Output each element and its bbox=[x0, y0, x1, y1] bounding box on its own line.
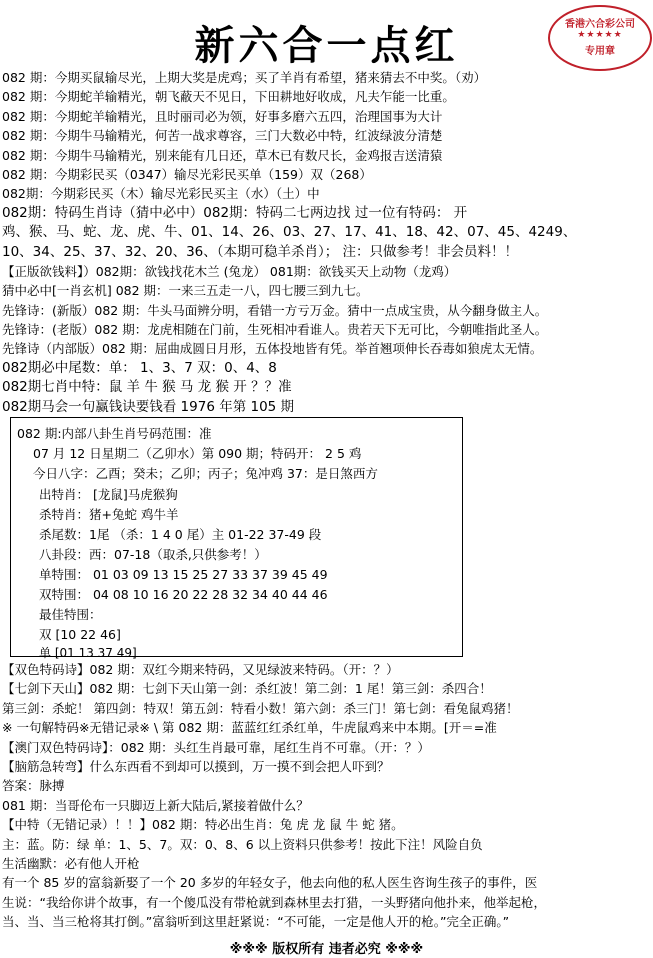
text-line: 082 期：今期牛马输精光，何苦一战求尊容，三门大数必中特，红波绿波分清楚 bbox=[2, 128, 443, 144]
text-line: 082期：今期彩民买（木）输尽光彩民买主（水）（土）中 bbox=[2, 186, 320, 202]
text-line: 082期必中尾数：单： 1、3、7 双：0、4、8 bbox=[2, 359, 277, 376]
text-line: 先锋诗（内部版）082 期：屈曲成圆日月形，五体投地皆有凭。举首翘项伸长吞毒如狼虎太无情。 bbox=[2, 341, 543, 357]
text-line: 【澳门双色特码诗】：082 期：头红生肖最可靠，尾红生肖不可靠。（开：？） bbox=[2, 739, 430, 755]
seal-label: 专用章 bbox=[585, 46, 615, 57]
box-even-range: 双特围： 04 08 10 16 20 22 28 32 34 40 44 46 bbox=[39, 587, 328, 602]
text-line: 猜中必中[一肖玄机] 082 期：一来三五走一八，四七腰三到九七。 bbox=[2, 283, 369, 299]
box-best-range-label: 最佳特围： bbox=[39, 607, 102, 622]
text-line: 082期马会一句赢钱诀要钱看 1976 年第 105 期 bbox=[2, 398, 295, 415]
box-bazi-line: 今日八字：乙酉；癸未；乙卯；丙子；兔冲鸡 37：是日煞西方 bbox=[33, 466, 378, 481]
text-line: 【双色特码诗】082 期：双红今期来特码，又见绿波来特码。（开：？） bbox=[2, 662, 399, 677]
box-bagua-segment: 八卦段：西：07-18（取杀,只供参考！） bbox=[39, 547, 267, 562]
text-line: 082 期：今期蛇羊输精光，朝飞蔽天不见日，下田耕地好收成，凡夫乍能一比重。 bbox=[2, 89, 455, 105]
box-heading: 082 期:内部八卦生肖号码范围：准 bbox=[17, 426, 212, 441]
company-seal-stamp bbox=[548, 5, 652, 71]
text-line: 生活幽默：必有他人开枪 bbox=[2, 855, 140, 871]
box-kill-tail: 杀尾数：1尾 （杀：1 4 0 尾）主 01-22 37-49 段 bbox=[39, 527, 322, 542]
text-line: 【脑筋急转弯】什么东西看不到却可以摸到，万一摸不到会把人吓到？ bbox=[2, 758, 390, 774]
text-line: 082期：特码生肖诗（猜中必中）082期：特码二七两边找 过一位有特码： 开 bbox=[2, 204, 468, 221]
text-line: 082期七肖中特：鼠 羊 牛 猴 马 龙 猴 开 ？？准 bbox=[2, 379, 292, 396]
seal-stars: ★★★★★ bbox=[577, 30, 623, 40]
box-best-odd: 单 [01 13 37 49] bbox=[39, 646, 137, 660]
text-line: 081 期：当哥伦布一只脚迈上新大陆后,紧接着做什么？ bbox=[2, 797, 309, 813]
copyright-footer: ※※※ 版权所有 违者必究 ※※※ bbox=[229, 942, 424, 957]
text-line: 先锋诗：(新版）082 期：牛头马面辨分明，看错一方亏万金。猜中一点成宝贵，从今翻身做主人。 bbox=[2, 302, 548, 318]
text-line: ※ 一句解特码※无错记录※ \ 第 082 期：蓝蓝红红杀红单，牛虎鼠鸡来中本期。[开＝=准 bbox=[2, 720, 497, 736]
box-best-even: 双 [10 22 46] bbox=[39, 627, 121, 642]
box-date-line: 07 月 12 日星期二（乙卯水）第 090 期；特码开： 2 5 鸡 bbox=[33, 446, 362, 461]
text-line: 鸡、猴、马、蛇、龙、虎、牛、01、14、26、03、27、17、41、18、42、07、45、4249、 bbox=[2, 224, 577, 241]
text-line: 10、34、25、37、32、20、36、（本期可稳羊杀肖）； 注：只做参考！非会员料！！ bbox=[2, 243, 519, 260]
text-line: 有一个 85 岁的富翁新娶了一个 20 多岁的年轻女子，他去向他的私人医生咨询生孩子的事件，医 bbox=[2, 875, 538, 891]
box-odd-range: 单特围： 01 03 09 13 15 25 27 33 37 39 45 49 bbox=[39, 567, 328, 582]
text-line: 主：蓝。防：绿 单：1、5、7。双：0、8、6 以上资料只供参考！按此下注！风险自负 bbox=[2, 836, 483, 852]
text-line: 第三剑：杀蛇！ 第四剑：特双！第五剑：特看小数！第六剑：杀三门！第七剑：看兔鼠鸡猪！ bbox=[2, 700, 519, 716]
text-line: 082 期：今期蛇羊输精光，且时丽司必为领，好事多磨六五四，治理国事为大计 bbox=[2, 108, 443, 124]
text-line: 答案：脉搏 bbox=[2, 778, 65, 794]
lower-text-block bbox=[2, 660, 650, 931]
box-out-zodiac: 出特肖： [龙鼠]马虎猴狗 bbox=[39, 487, 178, 502]
text-line: 【七剑下天山】082 期：七剑下天山第一剑：杀红波！第二剑：1 尾！第三剑：杀四合！ bbox=[2, 681, 492, 697]
upper-text-block bbox=[2, 68, 650, 417]
text-line: 当、当、当三枪将其打倒。”富翁听到这里赶紧说：“不可能，一定是他人开的枪。”完全正确。” bbox=[2, 914, 510, 930]
text-line: 082 期：今期牛马输精光，别来能有几日还，草木已有数尺长，金鸡报吉送清猿 bbox=[2, 147, 443, 163]
page-title: 新六合一点红 bbox=[194, 22, 459, 69]
text-line: 082 期：今期彩民买（0347）输尽光彩民买单（159）双（268） bbox=[2, 166, 372, 182]
text-line: 生说：“我给你讲个故事，有一个傻瓜没有带枪就到森林里去打猎，一头野猪向他扑来，他举起枪， bbox=[2, 894, 546, 910]
seal-text: 香港六合彩公司 bbox=[565, 19, 635, 30]
text-line: 082 期：今期买鼠输尽光，上期大奖是虎鸡；买了羊肖有希望，猪来猜去不中奖。（劝） bbox=[2, 70, 487, 85]
box-kill-zodiac: 杀特肖：猪+兔蛇 鸡牛羊 bbox=[39, 507, 179, 522]
text-line: 【中特（无错记录）！！】082 期：特必出生肖：兔 虎 龙 鼠 牛 蛇 猪。 bbox=[2, 817, 404, 833]
text-line: 先锋诗：(老版）082 期：龙虎相随在门前，生死相冲看谁人。贵若天下无可比，今朝唯指此圣人。 bbox=[2, 322, 548, 338]
bagua-range-box bbox=[10, 417, 463, 660]
text-line: 【正版欲钱料】）082期：欲钱找花木兰 (兔龙） 081期：欲钱买天上动物（龙鸡） bbox=[2, 263, 457, 279]
